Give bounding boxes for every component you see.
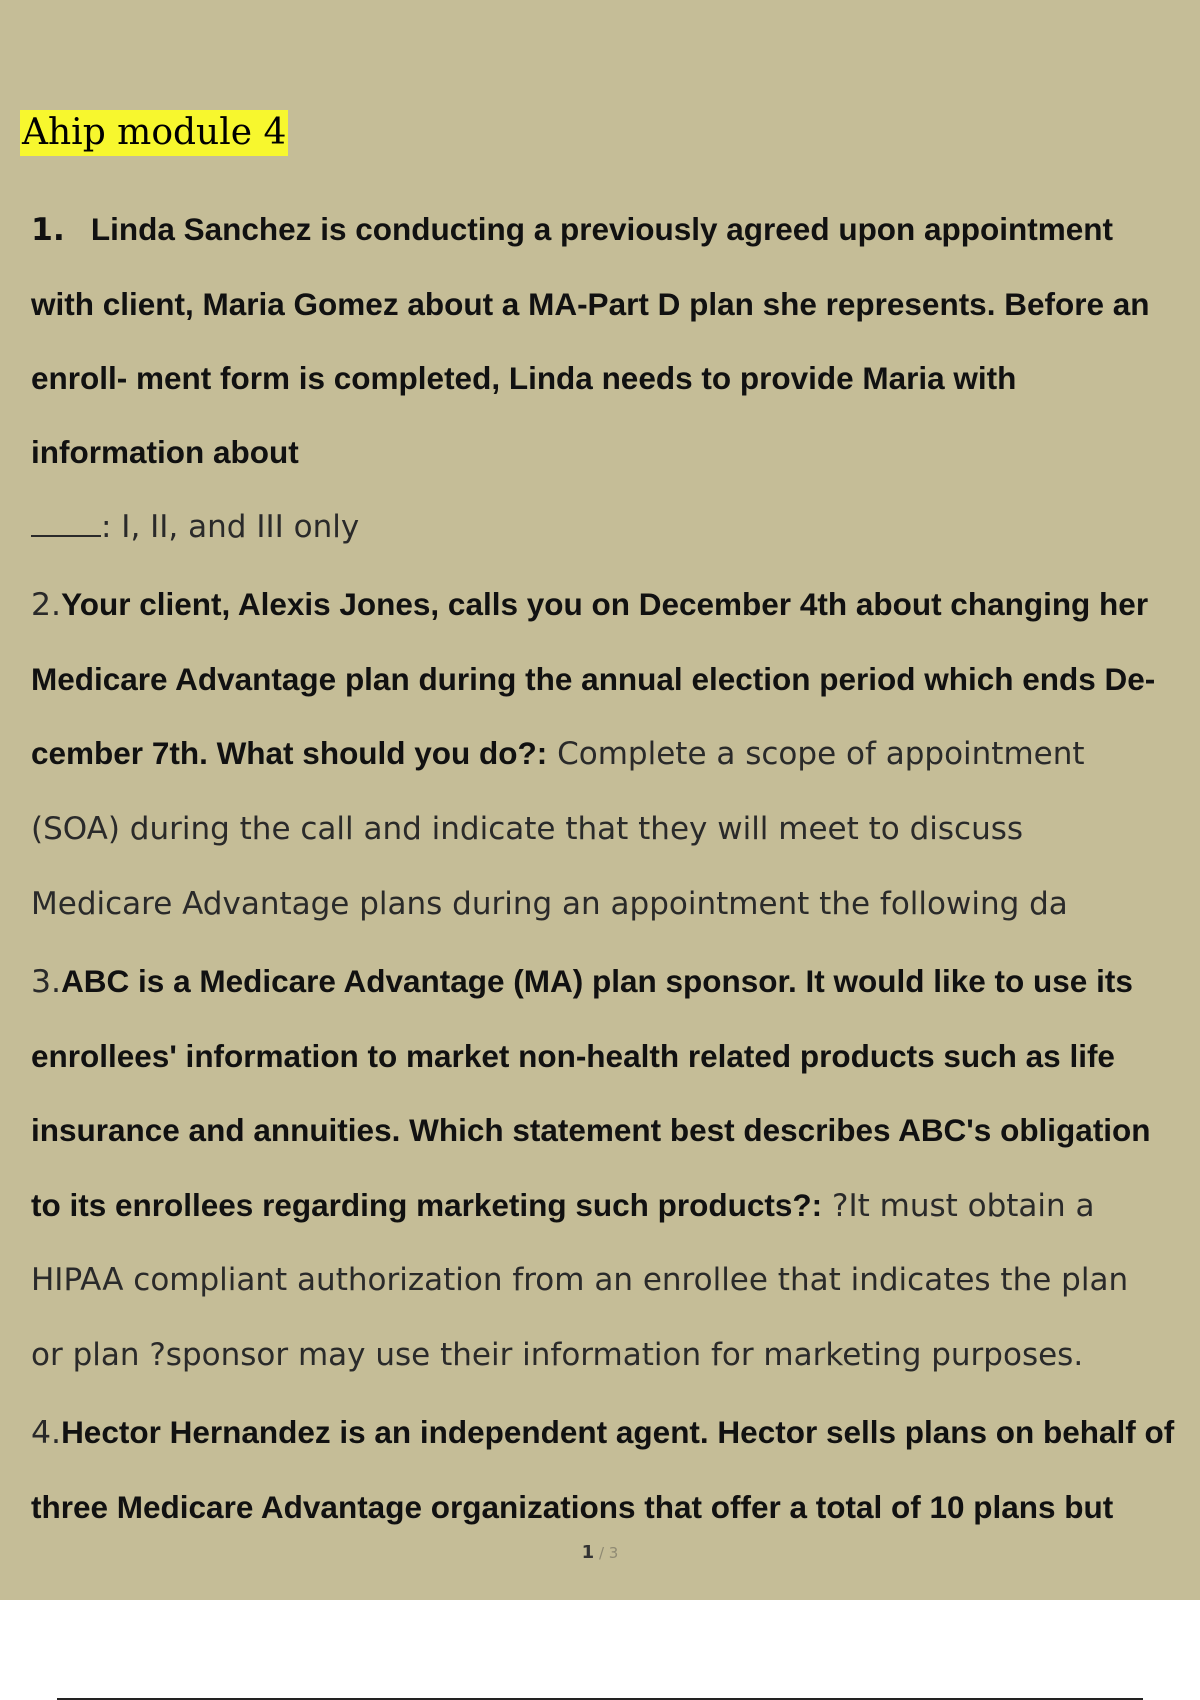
question-2-text-2: Medicare Advantage plan during the annual election period which ends De-	[31, 661, 1156, 697]
question-3-text-2: enrollees' information to market non-health related products such as life	[31, 1038, 1115, 1074]
question-1-line-1	[31, 192, 1196, 267]
question-3-line-4	[31, 1168, 1196, 1243]
question-3-text-3: insurance and annuities. Which statement best describes ABC's obligation	[31, 1112, 1151, 1148]
question-1-answer-line	[31, 490, 1196, 565]
question-4-text-2: three Medicare Advantage organizations that offer a total of 10 plans but	[31, 1489, 1114, 1525]
question-3-line-1	[31, 944, 1196, 1019]
question-2-line-3	[31, 716, 1196, 791]
question-3-answer-1: ?It must obtain a	[822, 1188, 1095, 1224]
question-2-text-1: Your client, Alexis Jones, calls you on December 4th about changing her	[61, 586, 1149, 622]
question-1-number: 1.	[31, 212, 65, 248]
question-4-text-1: Hector Hernandez is an independent agent. Hector sells plans on behalf of	[61, 1414, 1175, 1450]
question-2-answer-2: (SOA) during the call and indicate that they will meet to discuss	[31, 811, 1024, 847]
question-1-text-1: Linda Sanchez is conducting a previously agreed upon appointment	[90, 211, 1114, 247]
answer-blank	[31, 505, 101, 537]
current-page: 1	[581, 1542, 595, 1563]
question-2-line-1	[31, 567, 1196, 642]
page-separator: /	[594, 1544, 609, 1562]
question-1-answer: : I, II, and III only	[101, 509, 360, 545]
question-2-number: 2.	[31, 587, 62, 623]
question-4-number: 4.	[31, 1415, 62, 1451]
question-3-answer-2: HIPAA compliant authorization from an enrollee that indicates the plan	[31, 1262, 1129, 1298]
question-3-text-1: ABC is a Medicare Advantage (MA) plan sponsor. It would like to use its	[61, 963, 1133, 999]
question-3-text-4: to its enrollees regarding marketing such products?:	[31, 1187, 823, 1223]
question-2-answer-1: Complete a scope of appointment	[547, 736, 1085, 772]
question-3-answer-3: or plan ?sponsor may use their information for marketing purposes.	[31, 1337, 1084, 1373]
question-2-answer-3: Medicare Advantage plans during an appointment the following da	[31, 886, 1068, 922]
question-1-text-4: information about	[31, 434, 299, 470]
question-1-text-3: enroll- ment form is completed, Linda needs to provide Maria with	[31, 360, 1017, 396]
question-4-line-1	[31, 1395, 1196, 1470]
document-title: Ahip module 4	[20, 110, 288, 156]
page-indicator	[0, 1542, 1200, 1563]
question-3-number: 3.	[31, 964, 62, 1000]
question-1-text-2: with client, Maria Gomez about a MA-Part D plan she represents. Before an	[31, 286, 1150, 322]
question-2-text-3: cember 7th. What should you do?:	[31, 735, 548, 771]
total-pages: 3	[608, 1544, 619, 1562]
